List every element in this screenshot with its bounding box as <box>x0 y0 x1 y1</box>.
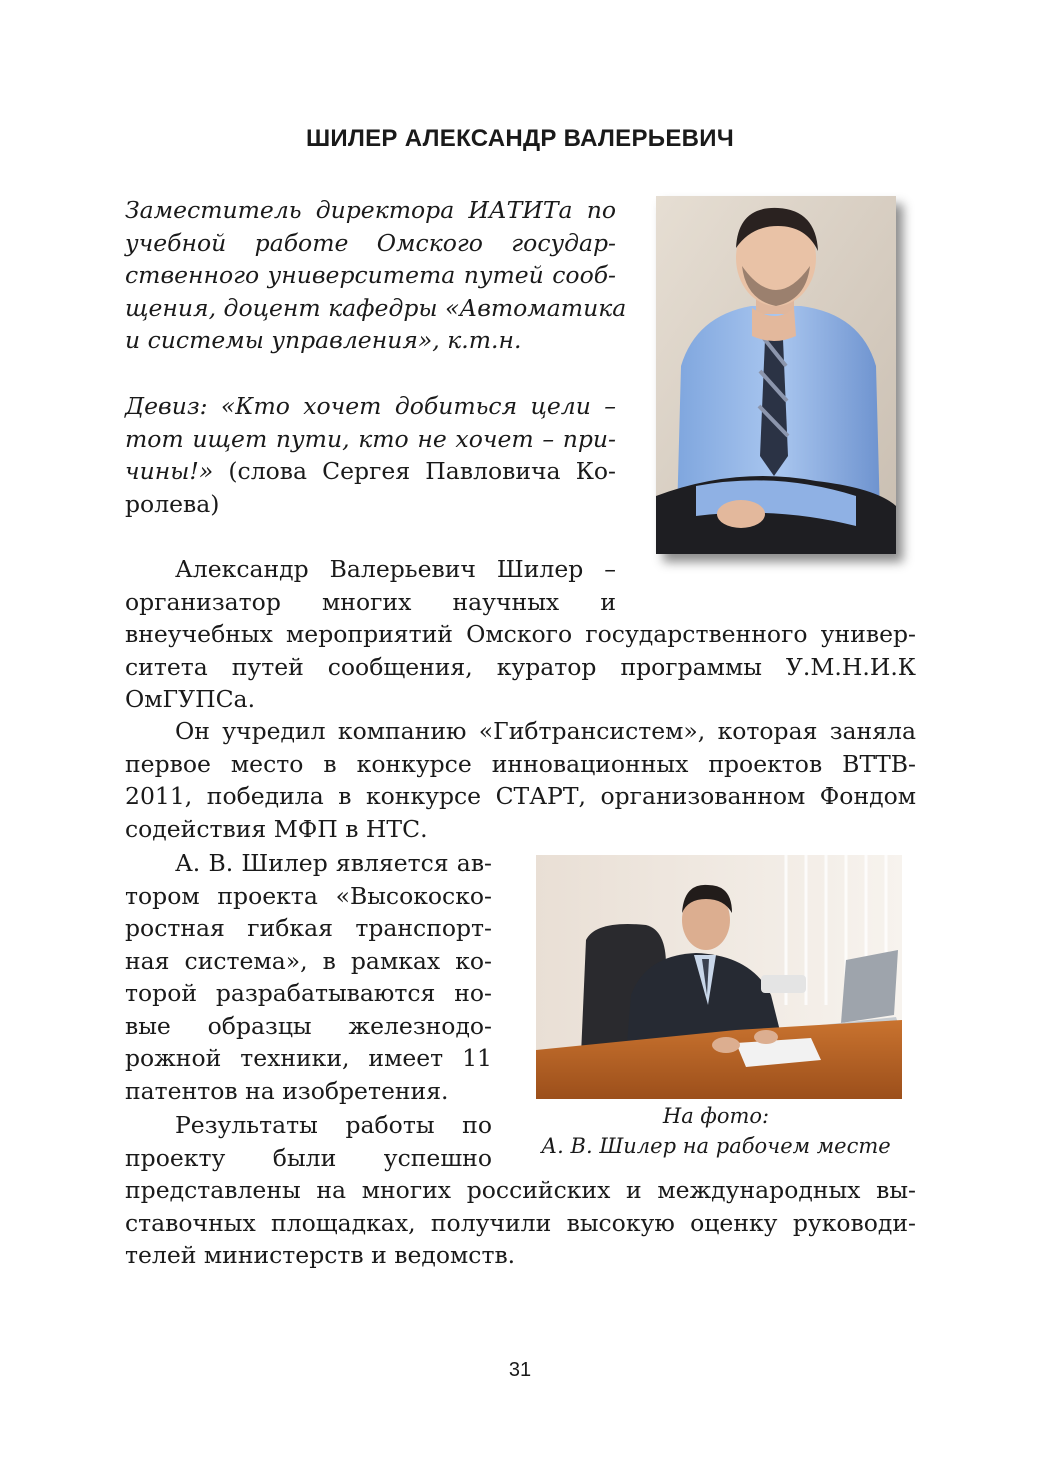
paragraph-line: первое место в конкурсе инновационных проектов ВТТВ- <box>125 749 916 778</box>
office-photo <box>536 855 902 1099</box>
page-number: 31 <box>508 1359 532 1381</box>
paragraph-line: Александр Валерьевич Шилер – <box>175 555 616 583</box>
paragraph-line: ситета путей сообщения, куратор программы У.М.Н.И.К <box>125 652 916 681</box>
paragraph-line: внеучебных мероприятий Омского государственного универ- <box>125 620 916 648</box>
paragraph-line: телей министерств и ведомств. <box>125 1241 516 1269</box>
position-line: учебной работе Омского государ- <box>125 228 616 257</box>
motto-attribution: (слова Сергея Павловича Ко- <box>213 457 616 485</box>
paragraph-line: 2011, победила в конкурсе СТАРТ, организованном Фондом <box>125 782 916 810</box>
position-block <box>125 194 627 364</box>
paragraph-line: рожной техники, имеет 11 <box>125 1044 492 1072</box>
paragraph-line: ставочных площадках, получили высокую оценку руководи- <box>125 1208 916 1237</box>
paragraph-line: проекту были успешно <box>125 1143 492 1172</box>
position-line: ственного университета путей сооб- <box>125 261 616 289</box>
paragraph-line: организатор многих научных и <box>125 587 616 616</box>
position-line: и системы управления», к.т.н. <box>125 326 522 354</box>
paragraph-2 <box>125 715 916 847</box>
portrait-photo <box>656 196 896 554</box>
motto-line: ролева) <box>125 489 220 518</box>
motto-line: тот ищет пути, кто не хочет – при- <box>125 424 616 453</box>
paragraph-line: Он учредил компанию «Гибтрансистем», которая заняла <box>175 717 916 745</box>
motto-quote-end: чины!» <box>125 457 214 485</box>
paragraph-4 <box>125 1109 916 1274</box>
paragraph-line: патентов на изобретения. <box>125 1076 449 1105</box>
caption-line: На фото: <box>662 1104 770 1128</box>
page-title: ШИЛЕР АЛЕКСАНДР ВАЛЕРЬЕВИЧ <box>306 125 734 152</box>
paragraph-line: представлены на многих российских и международных вы- <box>125 1176 916 1204</box>
paragraph-line: торой разрабатываются но- <box>125 979 492 1007</box>
paragraph-line: А. В. Шилер является ав- <box>175 849 492 877</box>
paragraph-line: Результаты работы по <box>175 1111 492 1139</box>
paragraph-line: вые образцы железнодо- <box>125 1011 492 1040</box>
paragraph-line: ОмГУПСа. <box>125 685 256 713</box>
position-line: щения, доцент кафедры «Автоматика <box>125 293 627 322</box>
motto-line <box>125 455 616 488</box>
motto-line: Девиз: «Кто хочет добиться цели – <box>125 392 616 420</box>
paragraph-1 <box>125 553 916 718</box>
paragraph-line: содействия МФП в НТС. <box>125 814 428 843</box>
paragraph-3 <box>125 847 492 1109</box>
caption-line: А. В. Шилер на рабочем месте <box>541 1134 891 1158</box>
paragraph-line: ростная гибкая транспорт- <box>125 914 492 942</box>
paragraph-line: тором проекта «Высокоско- <box>125 881 492 910</box>
position-line: Заместитель директора ИАТИТа по <box>125 196 616 224</box>
motto-block <box>125 390 616 525</box>
paragraph-line: ная система», в рамках ко- <box>125 946 492 975</box>
